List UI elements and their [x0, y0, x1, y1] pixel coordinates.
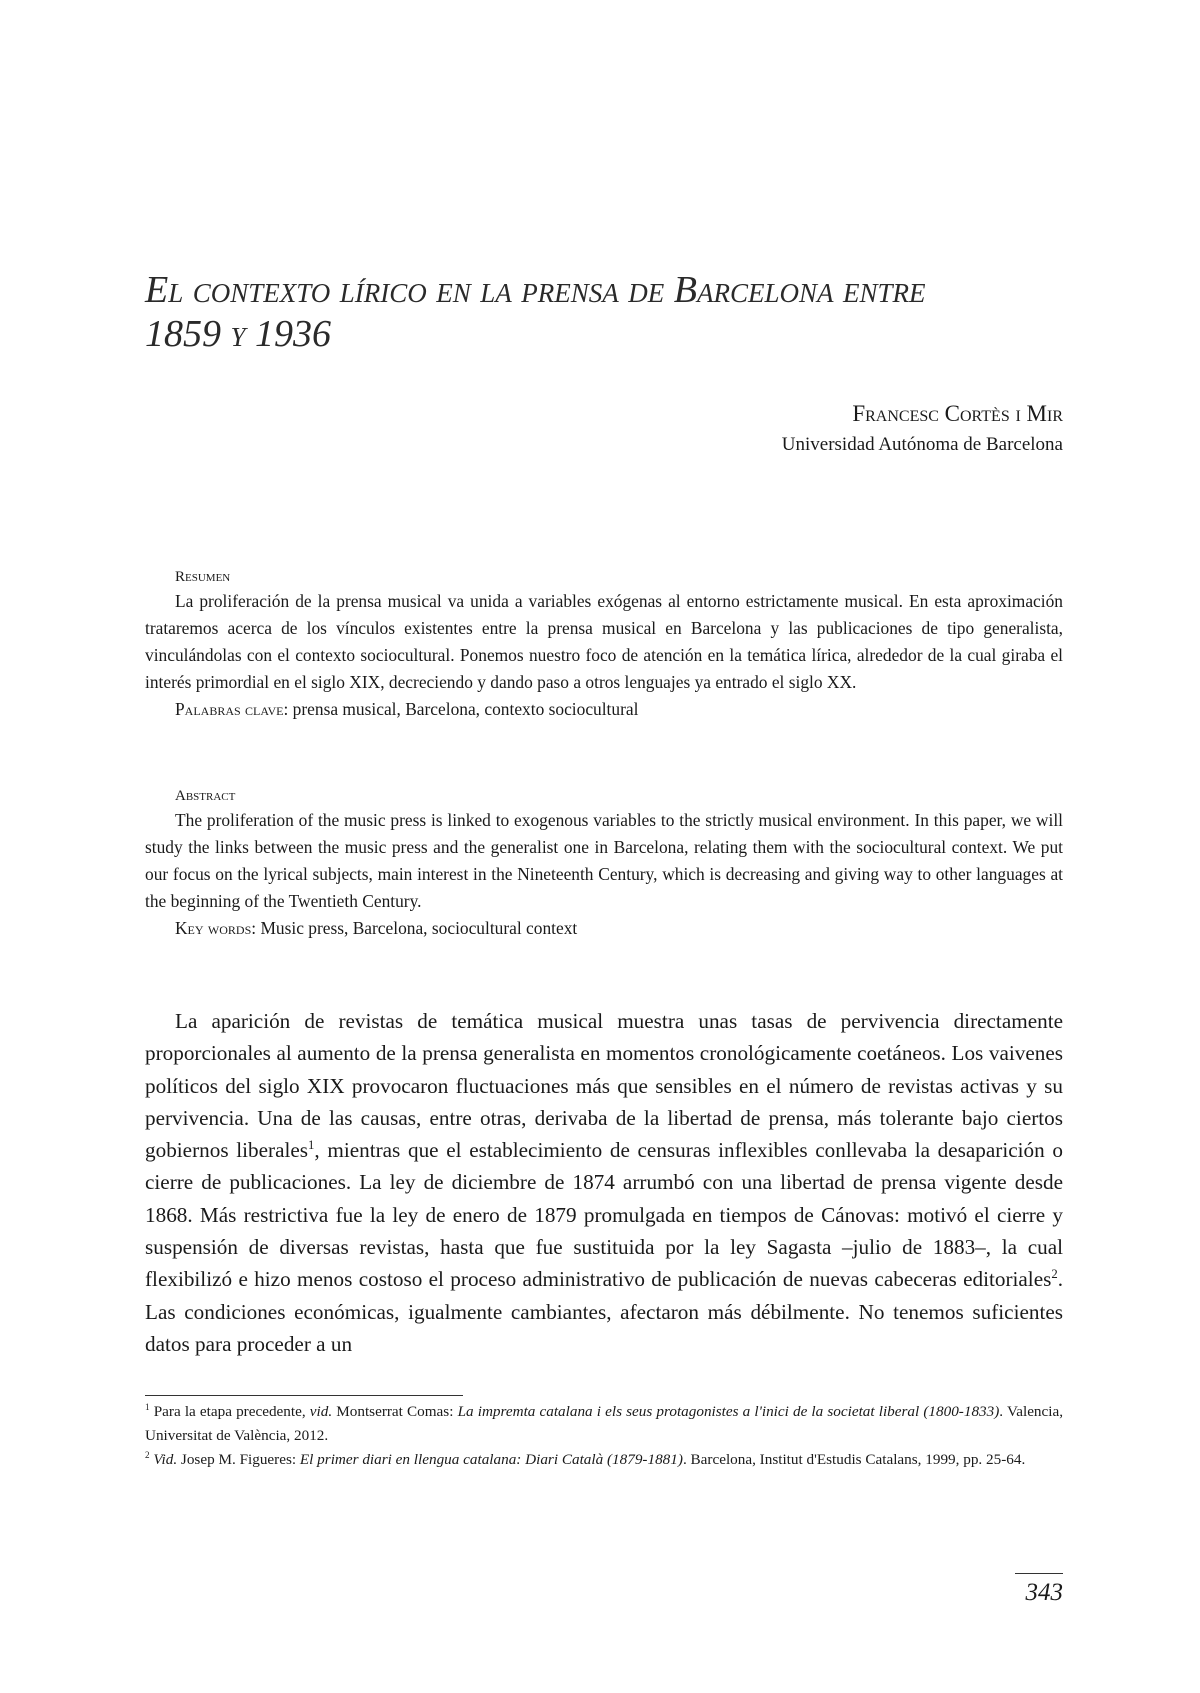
article-title [145, 268, 1075, 356]
body-text-part-2: , mientras que el establecimiento de censuras inflexibles conllevaba la desaparición o cierre de publicaciones. La ley de diciembre de 1874 arrumbó con una libertad de prensa vigente desde 1868. Más restrictiva fue la ley de enero de 1879 promulgada en tiempos de Cánovas: motivó el cierre y suspensión de diversas revistas, hasta que fue sustituida por la ley Sagasta –julio de 1883–, la cual flexibilizó e hizo menos costoso el proceso administrativo de publicación de nuevas cabeceras editoriales [145, 1138, 1063, 1292]
author-affiliation: Universidad Autónoma de Barcelona [781, 434, 1063, 455]
footnote-1-post: . Valencia, Universitat de València, 2012. [145, 1403, 1064, 1444]
footnote-2-post: . Barcelona, Institut d'Estudis Catalans, 1999, pp. 25-64. [682, 1451, 1026, 1468]
page-number-rule [1015, 1573, 1063, 1574]
footnote-2 [145, 1448, 1063, 1472]
resumen-keywords-value: prensa musical, Barcelona, contexto sociocultural [292, 699, 639, 719]
abstract-keywords-value: Music press, Barcelona, sociocultural context [260, 918, 578, 938]
abstract-keywords [145, 915, 1063, 942]
resumen-heading: Resumen [175, 569, 231, 585]
resumen-keywords-label: Palabras clave: [175, 699, 289, 719]
footnote-2-vid: Vid. [153, 1451, 178, 1468]
title-line-1: El contexto lírico en la prensa de Barcelona entre [145, 269, 926, 311]
author-name: Francesc Cortès i Mir [852, 401, 1063, 426]
footnote-1-pre: Para la etapa precedente, [153, 1403, 310, 1420]
footnote-1 [145, 1400, 1063, 1448]
footnote-ref-2[interactable]: 2 [1051, 1267, 1058, 1282]
body-text-part-3: . Las condiciones económicas, igualmente cambiantes, afectaron más débilmente. No tenemos suficientes datos para proceder a un [145, 1267, 1063, 1356]
footnote-1-number: 1 [145, 1401, 150, 1412]
footnote-2-number: 2 [145, 1449, 150, 1460]
abstract-text: The proliferation of the music press is linked to exogenous variables to the strictly musical environment. In this paper, we will study the links between the music press and the generalist one in Barcelona, relating them with the sociocultural context. We put our focus on the lyrical subjects, main interest in the Nineteenth Century, which is decreasing and giving way to other languages at the beginning of the Twentieth Century. [145, 810, 1063, 911]
footnote-separator [145, 1395, 463, 1396]
title-line-2: 1859 y 1936 [145, 313, 332, 355]
abstract-section [145, 785, 1063, 942]
resumen-text: La proliferación de la prensa musical va unida a variables exógenas al entorno estrictamente musical. En esta aproximación trataremos acerca de los vínculos existentes entre la prensa musical en Barcelona y las publicaciones de tipo generalista, vinculándolas con el contexto sociocultural. Ponemos nuestro foco de atención en la temática lírica, alrededor de la cual giraba el interés primordial en el siglo XIX, decreciendo y dando paso a otros lenguajes ya entrado el siglo XX. [145, 591, 1063, 692]
footnote-1-work: La impremta catalana i els seus protagonistes a l'inici de la societat liberal (1800-1833) [457, 1403, 1000, 1420]
author-block [782, 400, 1063, 458]
abstract-keywords-label: Key words: [175, 918, 257, 938]
page-number: 343 [1025, 1579, 1063, 1606]
footnote-2-work: El primer diari en llengua catalana: Diari Català (1879-1881) [299, 1451, 683, 1468]
footnote-2-author: Josep M. Figueres: [177, 1451, 300, 1468]
footnote-1-vid: vid. [309, 1403, 333, 1420]
footnote-1-author: Montserrat Comas: [332, 1403, 458, 1420]
footnotes [145, 1400, 1063, 1472]
body-paragraph [145, 1005, 1063, 1360]
resumen-section [145, 566, 1063, 723]
footnote-ref-1[interactable]: 1 [308, 1138, 315, 1153]
abstract-heading: Abstract [175, 788, 236, 804]
body-text-part-1: La aparición de revistas de temática musical muestra unas tasas de pervivencia directamente proporcionales al aumento de la prensa generalista en momentos cronológicamente coetáneos. Los vaivenes políticos del siglo XIX provocaron fluctuaciones más que sensibles en el número de revistas activas y su pervivencia. Una de las causas, entre otras, derivaba de la libertad de prensa, más tolerante bajo ciertos gobiernos liberales [145, 1009, 1063, 1163]
resumen-keywords [145, 696, 1063, 723]
